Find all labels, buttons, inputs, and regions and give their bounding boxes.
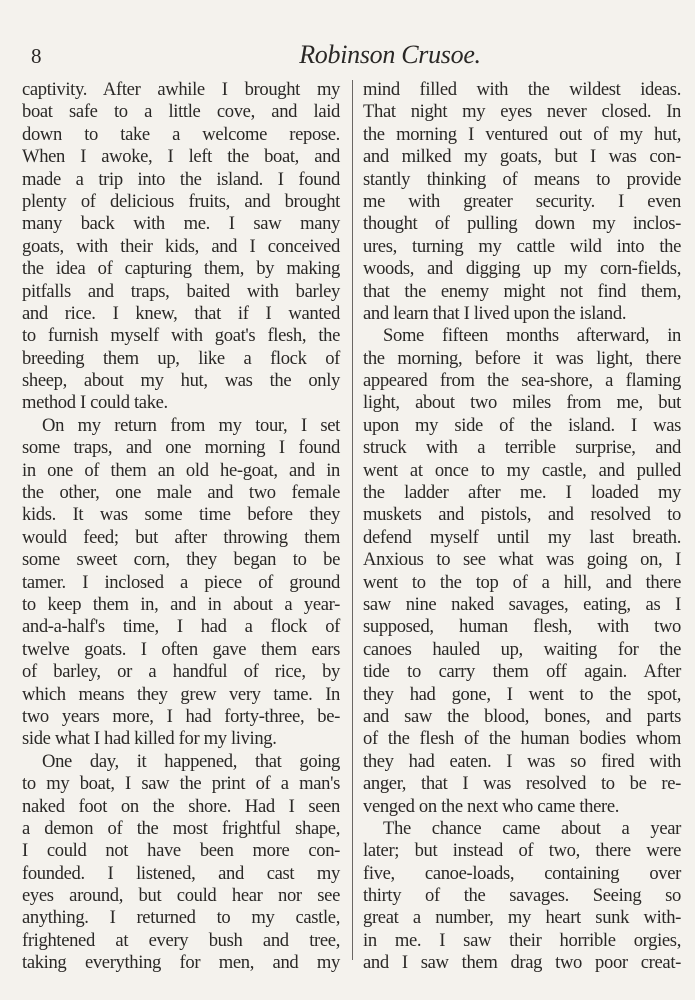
text-line: in me. I saw their horrible orgies, — [363, 929, 681, 951]
text-line: of barley, or a handful of rice, by — [22, 661, 340, 683]
text-line: method I could take. — [22, 392, 168, 414]
text-line: they had eaten. I was so fired with — [363, 750, 681, 772]
text-line: me with greater security. I even — [363, 190, 681, 212]
text-line: anything. I returned to my castle, — [22, 907, 340, 929]
text-line: and-a-half's time, I had a flock of — [22, 616, 340, 638]
text-line: thirty of the savages. Seeing so — [363, 885, 681, 907]
text-line: That night my eyes never closed. In — [363, 101, 681, 123]
text-line: and rice. I knew, that if I wanted — [22, 302, 340, 324]
text-line: upon my side of the island. I was — [363, 414, 681, 436]
text-line: a demon of the most frightful shape, — [22, 817, 340, 839]
text-line: later; but instead of two, there were — [363, 840, 681, 862]
text-line: thought of pulling down my inclos- — [363, 213, 681, 235]
text-line: tide to carry them off again. After — [363, 661, 681, 683]
text-line: When I awoke, I left the boat, and — [22, 146, 340, 168]
text-line: kids. It was some time before they — [22, 504, 340, 526]
text-line: five, canoe-loads, containing over — [363, 862, 681, 884]
text-line: founded. I listened, and cast my — [22, 862, 340, 884]
text-line: went at once to my castle, and pulled — [363, 459, 681, 481]
text-line: Anxious to see what was going on, I — [363, 549, 681, 571]
text-line: pitfalls and traps, baited with barley — [22, 280, 340, 302]
text-line: boat safe to a little cove, and laid — [22, 101, 340, 123]
text-line: two years more, I had forty-three, be- — [22, 705, 340, 727]
text-line: goats, with their kids, and I conceived — [22, 235, 340, 257]
text-line: On my return from my tour, I set — [42, 414, 340, 436]
text-line: the morning I ventured out of my hut, — [363, 123, 681, 145]
text-line: canoes hauled up, waiting for the — [363, 638, 681, 660]
text-line: taking everything for men, and my — [22, 952, 340, 974]
left-column — [22, 79, 340, 975]
text-line: that the enemy might not find them, — [363, 280, 681, 302]
text-line: and saw the blood, bones, and parts — [363, 705, 681, 727]
text-line: the other, one male and two female — [22, 482, 340, 504]
text-line: breeding them up, like a flock of — [22, 347, 340, 369]
text-line: appeared from the sea-shore, a flaming — [363, 370, 681, 392]
text-line: and I saw them drag two poor creat- — [363, 952, 681, 974]
text-line: tamer. I inclosed a piece of ground — [22, 571, 340, 593]
paragraph — [363, 79, 681, 325]
text-line: anger, that I was resolved to be re- — [363, 773, 681, 795]
text-line: captivity. After awhile I brought my — [22, 79, 340, 100]
text-line: down to take a welcome repose. — [22, 123, 340, 145]
text-line: made a trip into the island. I found — [22, 168, 340, 190]
text-line: sheep, about my hut, was the only — [22, 370, 340, 392]
text-line: which means they grew very tame. In — [22, 683, 340, 705]
text-line: to keep them in, and in about a year- — [22, 593, 340, 615]
text-line: mind filled with the wildest ideas. — [363, 79, 681, 100]
paragraph — [363, 325, 681, 818]
text-line: frightened at every bush and tree, — [22, 929, 340, 951]
text-line: I could not have been more con- — [22, 840, 340, 862]
text-line: plenty of delicious fruits, and brought — [22, 190, 340, 212]
text-line: defend myself until my last breath. — [363, 526, 681, 548]
text-line: stantly thinking of means to provide — [363, 168, 681, 190]
text-line: went to the top of a hill, and there — [363, 571, 681, 593]
text-line: ures, turning my cattle wild into the — [363, 235, 681, 257]
text-line: great a number, my heart sunk with- — [363, 907, 681, 929]
text-line: the idea of capturing them, by making — [22, 258, 340, 280]
text-line: side what I had killed for my living. — [22, 728, 277, 750]
text-line: the morning, before it was light, there — [363, 347, 681, 369]
text-line: Some fifteen months afterward, in — [383, 325, 681, 347]
text-line: the ladder after me. I loaded my — [363, 482, 681, 504]
text-line: struck with a terrible surprise, and — [363, 437, 681, 459]
text-line: would feed; but after throwing them — [22, 526, 340, 548]
text-line: naked foot on the shore. Had I seen — [22, 795, 340, 817]
column-divider — [352, 80, 353, 960]
paragraph — [363, 818, 681, 975]
text-line: and milked my goats, but I was con- — [363, 146, 681, 168]
text-line: some traps, and one morning I found — [22, 437, 340, 459]
running-title: Robinson Crusoe. — [299, 40, 481, 69]
paragraph — [22, 79, 340, 415]
text-line: venged on the next who came there. — [363, 795, 620, 817]
text-line: woods, and digging up my corn-fields, — [363, 258, 681, 280]
text-line: many back with me. I saw many — [22, 213, 340, 235]
text-line: muskets and pistols, and resolved to — [363, 504, 681, 526]
text-line: twelve goats. I often gave them ears — [22, 638, 340, 660]
text-line: to furnish myself with goat's flesh, the — [22, 325, 340, 347]
text-line: and learn that I lived upon the island. — [363, 302, 627, 324]
text-line: some sweet corn, they began to be — [22, 549, 340, 571]
right-column — [363, 79, 681, 975]
text-line: supposed, human flesh, with two — [363, 616, 681, 638]
text-line: light, about two miles from me, but — [363, 392, 681, 414]
text-line: in one of them an old he-goat, and in — [22, 459, 340, 481]
page-number: 8 — [31, 44, 42, 68]
text-line: eyes around, but could hear nor see — [22, 885, 340, 907]
text-line: One day, it happened, that going — [42, 750, 340, 772]
text-line: saw nine naked savages, eating, as I — [363, 593, 681, 615]
paragraph — [22, 751, 340, 975]
text-line: they had gone, I went to the spot, — [363, 683, 681, 705]
text-line: to my boat, I saw the print of a man's — [22, 773, 340, 795]
text-line: The chance came about a year — [383, 817, 681, 839]
text-line: of the flesh of the human bodies whom — [363, 728, 681, 750]
paragraph — [22, 415, 340, 751]
